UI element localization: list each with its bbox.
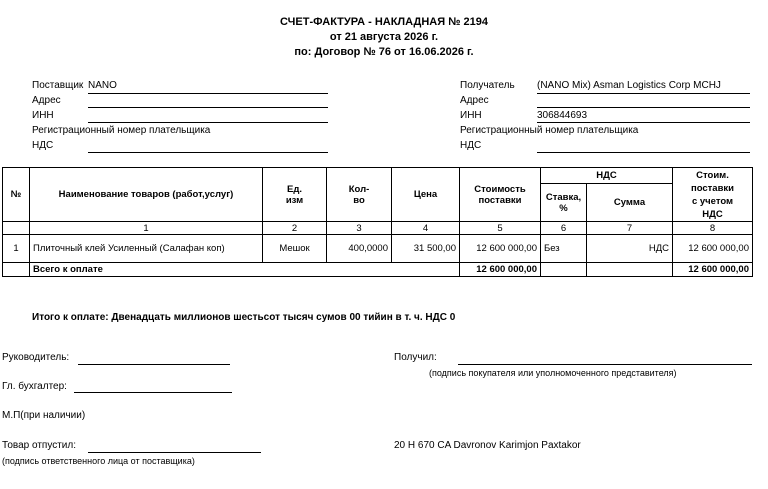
buyer-label: Получатель	[460, 80, 515, 91]
received-note: (подпись покупателя или уполномоченного представителя)	[429, 368, 677, 378]
header-name: Наименование товаров (работ,услуг)	[30, 168, 263, 222]
row-num: 1	[3, 235, 30, 263]
buyer-inn-line	[537, 122, 750, 123]
buyer-vat-line	[537, 152, 750, 153]
totals-vat-sum	[587, 263, 673, 277]
totals-blank	[3, 263, 30, 277]
header-num: №	[3, 168, 30, 222]
col-num-1: 1	[30, 222, 263, 235]
column-numbers-row	[3, 222, 753, 235]
header-total-line4: НДС	[702, 208, 723, 220]
col-num-7: 7	[587, 222, 673, 235]
row-name: Плиточный клей Усиленный (Салафан коп)	[30, 235, 263, 263]
buyer-address-label: Адрес	[460, 95, 489, 106]
totals-total: 12 600 000,00	[673, 263, 753, 277]
row-qty: 400,0000	[327, 235, 392, 263]
invoice-title: СЧЕТ-ФАКТУРА - НАКЛАДНАЯ № 2194	[280, 16, 488, 28]
released-label: Товар отпустил:	[2, 440, 76, 451]
buyer-address-line	[537, 107, 750, 108]
table-row	[3, 235, 753, 263]
supplier-address-label: Адрес	[32, 95, 61, 106]
header-unit-line1: Ед.	[286, 183, 302, 195]
header-qty	[327, 168, 392, 222]
col-num-2: 2	[263, 222, 327, 235]
header-vat-group: НДС	[541, 168, 673, 184]
chief-accountant-signature-line	[74, 392, 232, 393]
totals-label: Всего к оплате	[30, 263, 460, 277]
released-note: (подпись ответственного лица от поставщика)	[2, 456, 195, 466]
header-vat-rate: Ставка, %	[541, 184, 587, 222]
row-unit: Мешок	[263, 235, 327, 263]
row-price: 31 500,00	[392, 235, 460, 263]
row-vat-rate: Без	[541, 235, 587, 263]
header-cost	[460, 168, 541, 222]
supplier-reg-label: Регистрационный номер плательщика	[32, 125, 211, 136]
supplier-name: NANO	[88, 80, 117, 91]
buyer-inn-label: ИНН	[460, 110, 482, 121]
supplier-inn-line	[88, 122, 328, 123]
col-num-8: 8	[673, 222, 753, 235]
header-vat-sum: Сумма	[587, 184, 673, 222]
stamp-label: М.П(при наличии)	[2, 410, 86, 421]
head-label: Руководитель:	[2, 352, 70, 363]
header-unit	[263, 168, 327, 222]
supplier-inn-label: ИНН	[32, 110, 54, 121]
buyer-reg-label: Регистрационный номер плательщика	[460, 125, 639, 136]
received-label: Получил:	[394, 352, 437, 363]
received-signature-line	[458, 364, 752, 365]
amount-in-words: Итого к оплате: Двенадцать миллионов шестьсот тысяч сумов 00 тийин в т. ч. НДС 0	[32, 312, 456, 323]
chief-accountant-label: Гл. бухгалтер:	[2, 381, 67, 392]
invoice-table	[2, 167, 753, 277]
row-vat-sum: НДС	[587, 235, 673, 263]
row-total: 12 600 000,00	[673, 235, 753, 263]
header-total-line3: с учетом	[691, 195, 734, 207]
invoice-date: от 21 августа 2026 г.	[329, 31, 439, 43]
col-num-3: 3	[327, 222, 392, 235]
row-cost: 12 600 000,00	[460, 235, 541, 263]
header-qty-line2: во	[353, 194, 365, 206]
driver-info: 20 H 670 CA Davronov Karimjon Paxtakor	[394, 440, 581, 451]
header-total-line1: Стоим.	[696, 169, 729, 181]
buyer-name-line	[537, 93, 750, 94]
header-total	[673, 168, 753, 222]
table-header-row	[3, 168, 753, 184]
col-num-5: 5	[460, 222, 541, 235]
header-cost-line1: Стоимость	[474, 183, 526, 195]
supplier-vat-line	[88, 152, 328, 153]
supplier-address-line	[88, 107, 328, 108]
supplier-label: Поставщик	[32, 80, 84, 91]
col-num-6: 6	[541, 222, 587, 235]
buyer-inn: 306844693	[537, 110, 588, 121]
head-signature-line	[78, 364, 230, 365]
col-num-blank	[3, 222, 30, 235]
header-price: Цена	[392, 168, 460, 222]
header-qty-line1: Кол-	[348, 183, 370, 195]
totals-vat-rate	[541, 263, 587, 277]
buyer-name: (NANO Mix) Asman Logistics Corp MCHJ	[537, 80, 721, 91]
invoice-contract: по: Договор № 76 от 16.06.2026 г.	[294, 46, 474, 58]
header-unit-line2: изм	[285, 194, 304, 206]
released-signature-line	[88, 452, 261, 453]
totals-row	[3, 263, 753, 277]
header-total-line2: поставки	[690, 182, 735, 194]
totals-cost: 12 600 000,00	[460, 263, 541, 277]
buyer-vat-label: НДС	[460, 140, 482, 151]
supplier-vat-label: НДС	[32, 140, 54, 151]
supplier-name-line	[88, 93, 328, 94]
header-cost-line2: поставки	[478, 194, 522, 206]
col-num-4: 4	[392, 222, 460, 235]
